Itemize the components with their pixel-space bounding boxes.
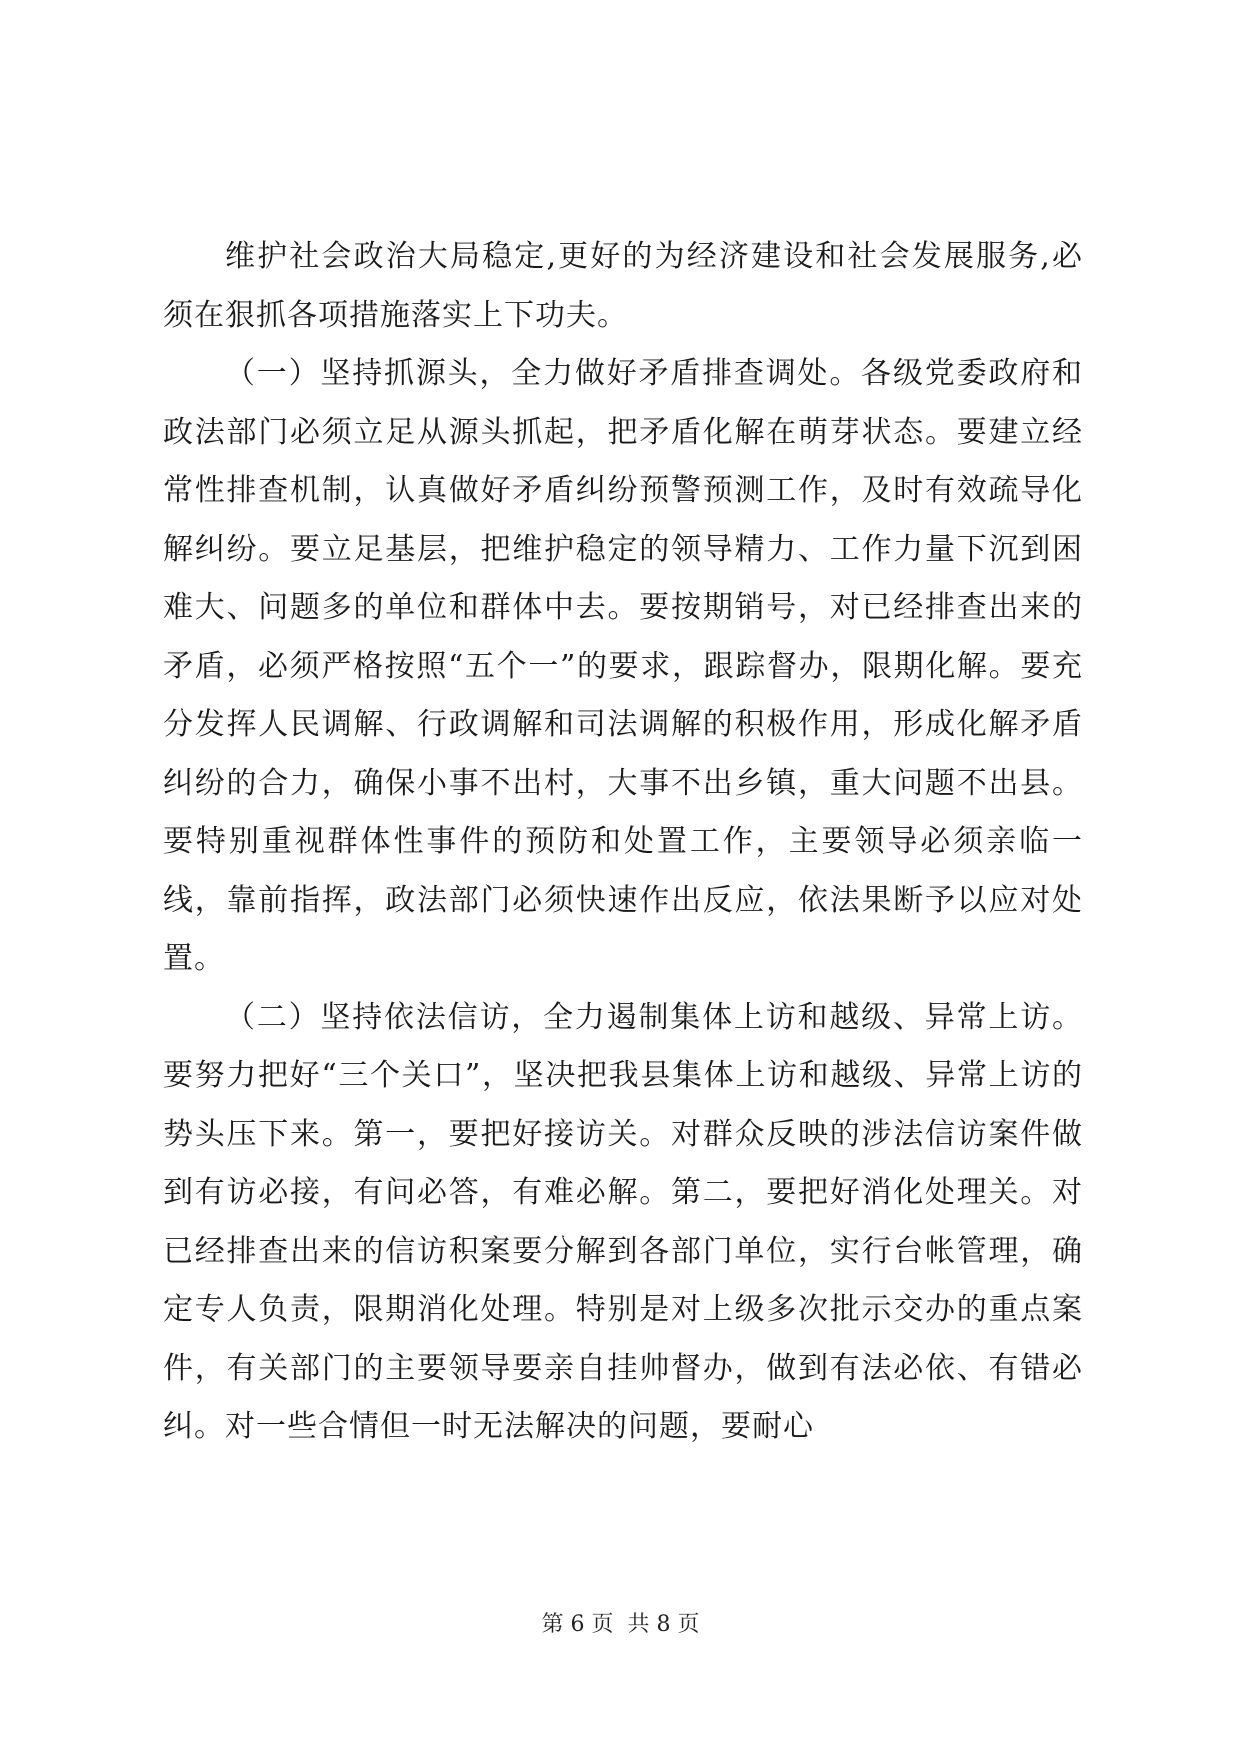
page-footer	[0, 1610, 1241, 1640]
document-body	[163, 228, 1083, 1457]
page-number: 第 6 页 共 8 页	[541, 1612, 700, 1637]
paragraph-section-2: （二）坚持依法信访，全力遏制集体上访和越级、异常上访。要努力把好“三个关口”，坚决把我县集体上访和越级、异常上访的势头压下来。第一，要把好接访关。对群众反映的涉法信访案件做到有访必接，有问必答，有难必解。第二，要把好消化处理关。对已经排查出来的信访积案要分解到各部门单位，实行台帐管理，确定专人负责，限期消化处理。特别是对上级多次批示交办的重点案件，有关部门的主要领导要亲自挂帅督办，做到有法必依、有错必纠。对一些合情但一时无法解决的问题，要耐心	[163, 999, 1083, 1444]
paragraph-section-1: （一）坚持抓源头，全力做好矛盾排查调处。各级党委政府和政法部门必须立足从源头抓起，把矛盾化解在萌芽状态。要建立经常性排查机制，认真做好矛盾纠纷预警预测工作，及时有效疏导化解纠纷。要立足基层，把维护稳定的领导精力、工作力量下沉到困难大、问题多的单位和群体中去。要按期销号，对已经排查出来的矛盾，必须严格按照“五个一”的要求，跟踪督办，限期化解。要充分发挥人民调解、行政调解和司法调解的积极作用，形成化解矛盾纠纷的合力，确保小事不出村，大事不出乡镇，重大问题不出县。要特别重视群体性事件的预防和处置工作，主要领导必须亲临一线，靠前指挥，政法部门必须快速作出反应，依法果断予以应对处置。	[163, 356, 1083, 976]
paragraph-intro: 维护社会政治大局稳定,更好的为经济建设和社会发展服务,必须在狠抓各项措施落实上下功夫。	[163, 239, 1083, 333]
